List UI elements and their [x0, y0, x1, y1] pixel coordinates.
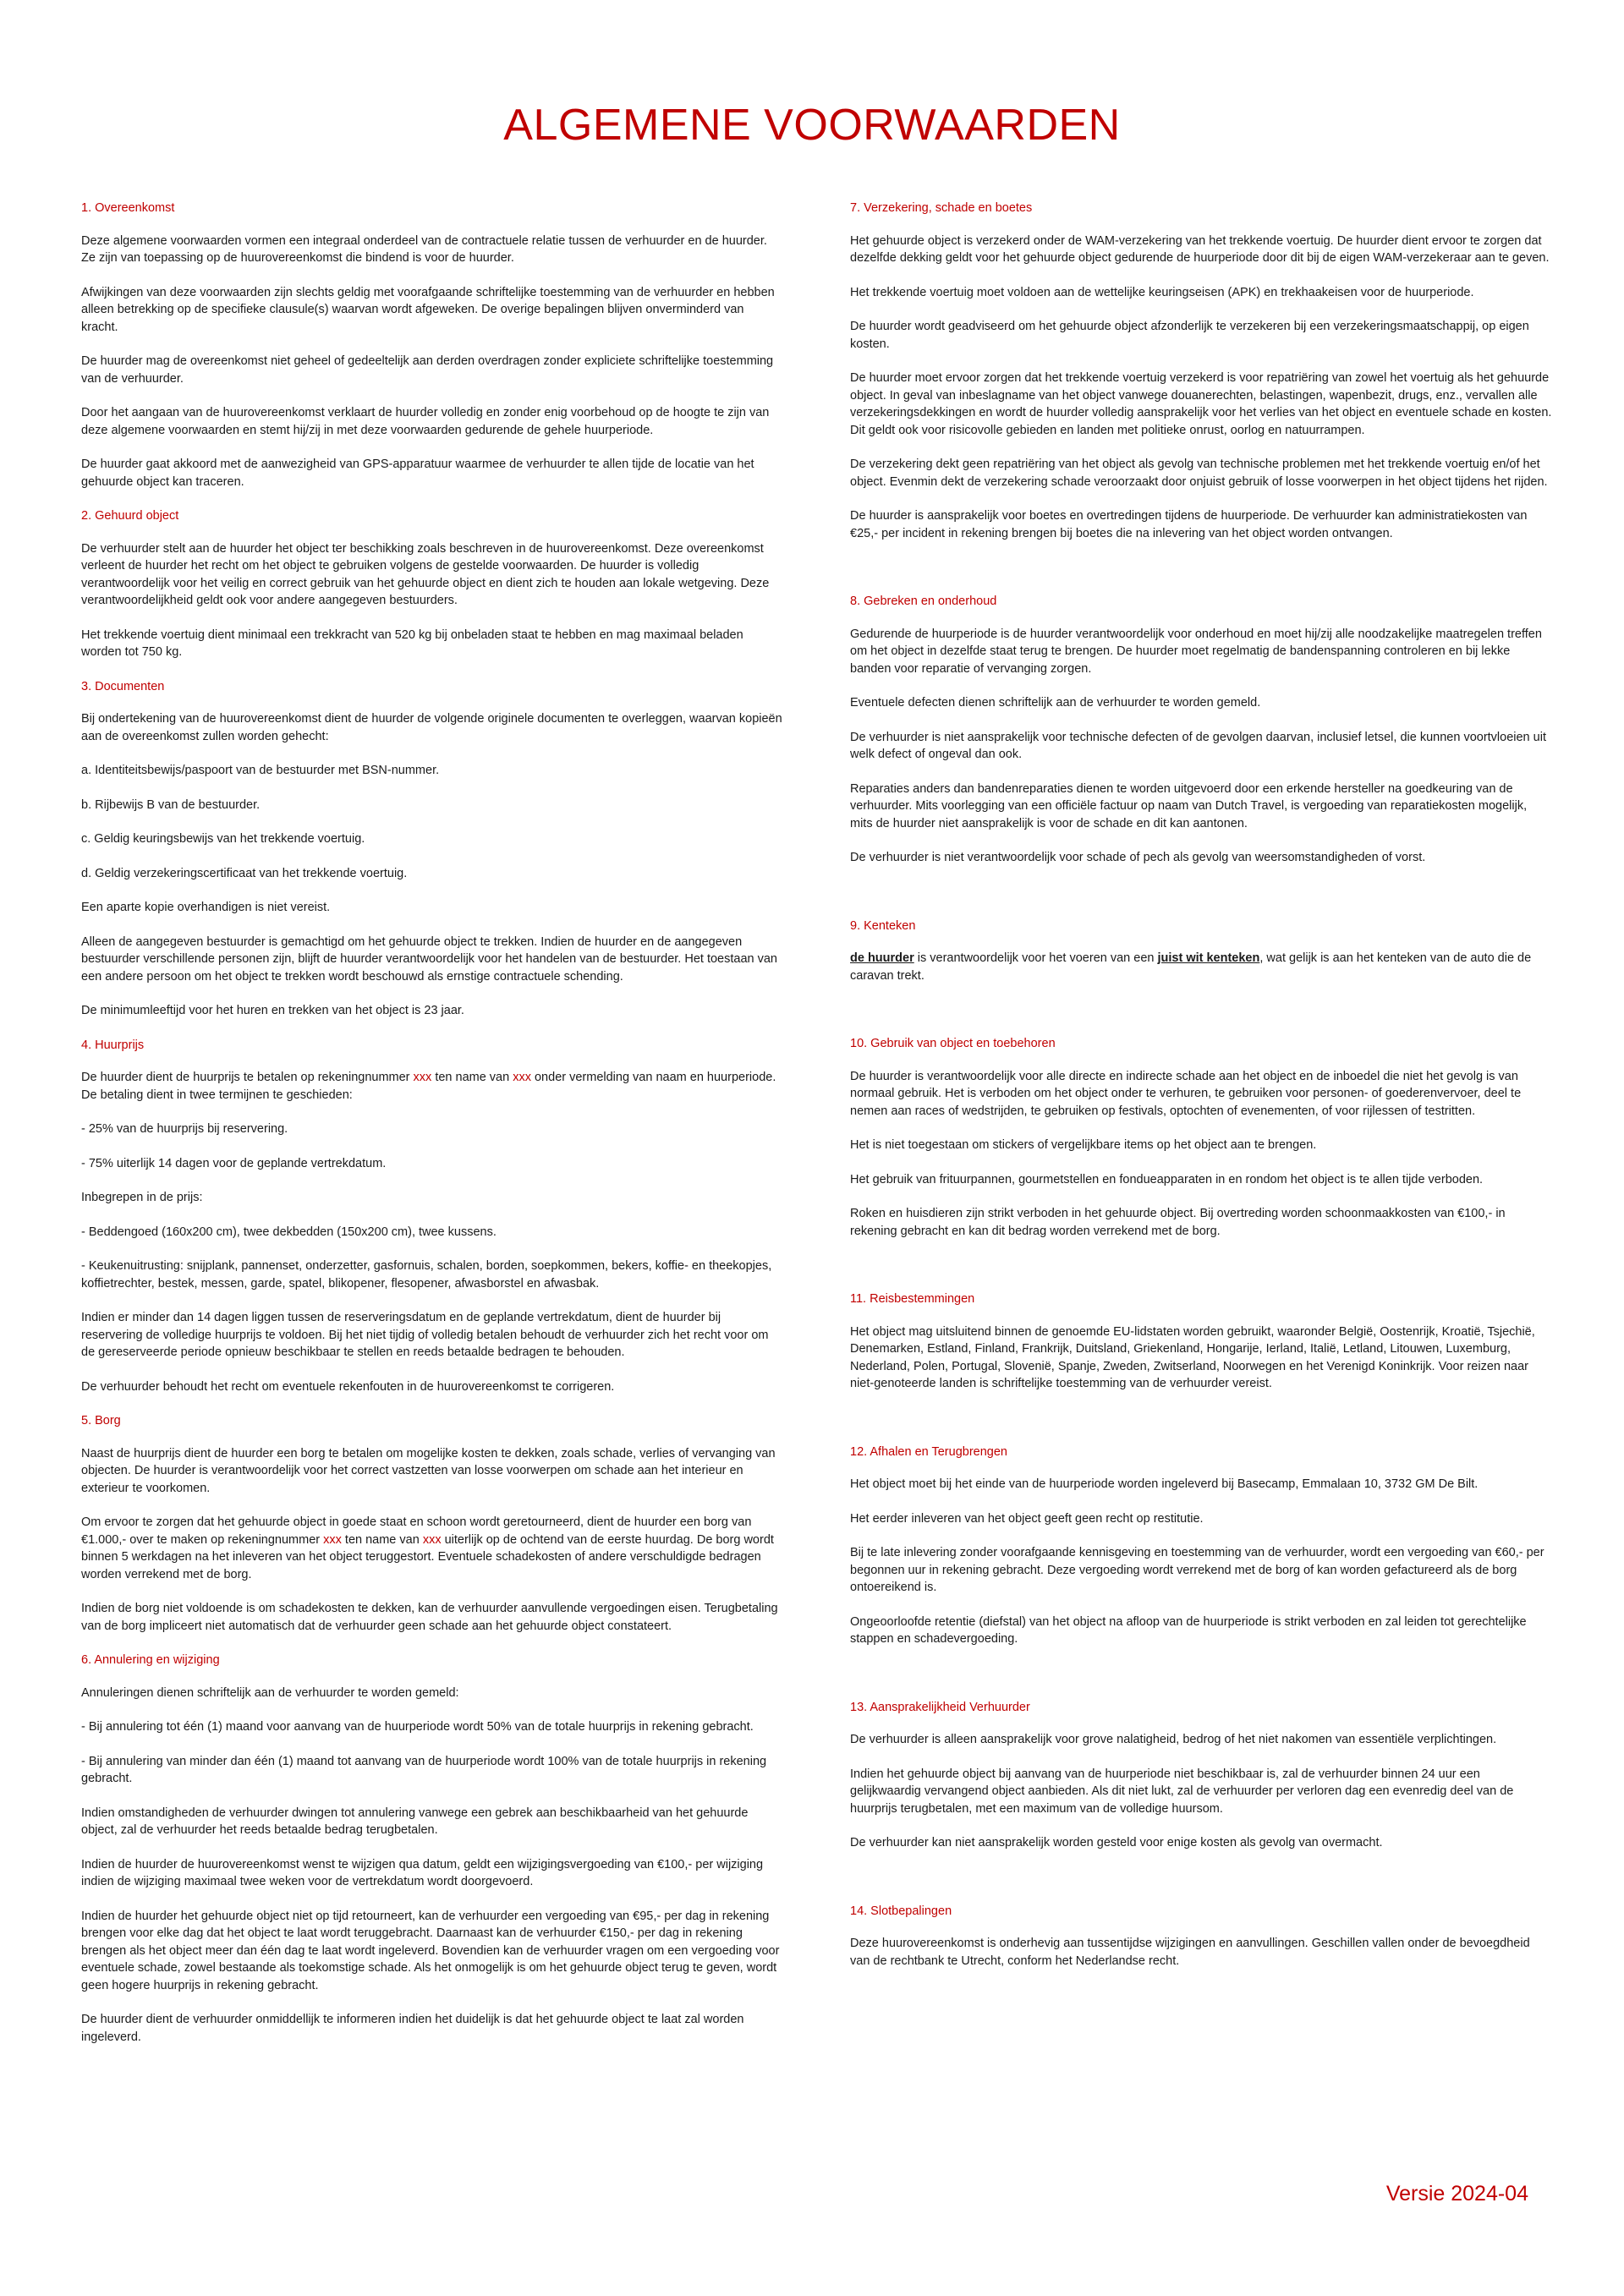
paragraph: Annuleringen dienen schriftelijk aan de verhuurder te worden gemeld: [81, 1685, 459, 1700]
list-item: - Beddengoed (160x200 cm), twee dekbedden (150x200 cm), twee kussens. [81, 1225, 497, 1239]
paragraph: De huurder dient de huurprijs te betalen op rekeningnummer xxx ten name van xxx onder vermelding van naam en huurperiode. De betaling dient in twee termijnen te geschieden: [81, 1071, 776, 1102]
section-heading-reisbestemmingen: 11. Reisbestemmingen [850, 1292, 975, 1306]
paragraph: De minimumleeftijd voor het huren en trekken van het object is 23 jaar. [81, 1004, 464, 1017]
paragraph: Roken en huisdieren zijn strikt verboden in het gehuurde object. Bij overtreding worden schoonmaakkosten van €100,- in rekening gebracht en kan dit bedrag worden verrekend met de borg. [850, 1207, 1506, 1238]
paragraph: Gedurende de huurperiode is de huurder verantwoordelijk voor onderhoud en moet hij/zij alle noodzakelijke maatregelen treffen om het object in dezelfde staat terug te brengen. De huurder moet regelmatig de bandenspanning controleren en bij lekke banden voor reparatie of vervanging zorgen. [850, 627, 1542, 676]
paragraph: Naast de huurprijs dient de huurder een borg te betalen om mogelijke kosten te dekken, zoals schade, verlies of vervanging van objecten. De huurder is verantwoordelijk voor het correct vastzetten van losse voorwerpen om schade aan het interieur en exterieur te voorkomen. [81, 1446, 776, 1495]
paragraph: De huurder is aansprakelijk voor boetes en overtredingen tijdens de huurperiode. De verhuurder kan administratiekosten van €25,- per incident in rekening brengen bij boetes die na inlevering van het object worden ontvangen. [850, 509, 1528, 540]
section-heading-aansprakelijkheid: 13. Aansprakelijkheid Verhuurder [850, 1700, 1030, 1714]
page-title: ALGEMENE VOORWAARDEN [503, 101, 1121, 150]
section-heading-gebreken: 8. Gebreken en onderhoud [850, 595, 997, 608]
paragraph: Indien de huurder het gehuurde object niet op tijd retourneert, kan de verhuurder een vergoeding van €95,- per dag in rekening brengen voor elke dag dat het object te laat wordt teruggebracht. Daarnaast kan de verhuurder €150,- per dag in rekening brengen als het object meer dan één dag te laat wordt ingeleverd. Bovendien kan de verhuurder vragen om een vergoeding voor eventuele schade, zowel bestaande als toekomstige schade. Als het onmogelijk is om het gehuurde object terug te geven, wordt geen hogere huurprijs in rekening gebracht. [81, 1909, 780, 1992]
paragraph: De verzekering dekt geen repatriëring van het object als gevolg van technische problemen met het trekkende voertuig en/of het object. Evenmin dekt de verzekering schade veroorzaakt door onjuist gebruik of losse voorwerpen in het object tijdens het rijden. [850, 458, 1548, 489]
paragraph: Het eerder inleveren van het object geeft geen recht op restitutie. [850, 1511, 1204, 1526]
paragraph: Inbegrepen in de prijs: [81, 1191, 203, 1204]
paragraph: Het trekkende voertuig dient minimaal een trekkracht van 520 kg bij onbeladen staat te hebben en mag maximaal beladen worden tot 750 kg. [81, 627, 743, 659]
paragraph: Eventuele defecten dienen schriftelijk aan de verhuurder te worden gemeld. [850, 696, 1261, 710]
paragraph: Reparaties anders dan bandenreparaties dienen te worden uitgevoerd door een erkende hersteller na goedkeuring van de verhuurder. Mits voorlegging van een officiële factuur op naam van Dutch Travel, is vergoeding van reparatiekosten mogelijk, mits de huurder niet aansprakelijk is voor de schade en dit kan aantonen. [850, 781, 1528, 830]
paragraph: Indien de huurder de huurovereenkomst wenst te wijzigen qua datum, geldt een wijzigingsvergoeding van €100,- per wijziging indien de wijziging maximaal twee weken voor de vertrekdatum wordt doorgevoerd. [81, 1857, 764, 1888]
paragraph: De huurder mag de overeenkomst niet geheel of gedeeltelijk aan derden overdragen zonder expliciete schriftelijke toestemming van de verhuurder. [81, 354, 774, 386]
paragraph: De verhuurder behoudt het recht om eventuele rekenfouten in de huurovereenkomst te corrigeren. [81, 1379, 615, 1394]
paragraph: Het gebruik van frituurpannen, gourmetstellen en fondueapparaten in en rondom het object is te allen tijde verboden. [850, 1172, 1484, 1186]
paragraph: De verhuurder kan niet aansprakelijk worden gesteld voor enige kosten als gevolg van overmacht. [850, 1836, 1383, 1849]
left-column [81, 200, 783, 2063]
placeholder-name: xxx [513, 1071, 531, 1084]
paragraph: Deze algemene voorwaarden vormen een integraal onderdeel van de contractuele relatie tussen de verhuurder en de huurder. Ze zijn van toepassing op de huurovereenkomst die bindend is voor de huurder. [81, 233, 767, 265]
paragraph: Bij ondertekening van de huurovereenkomst dient de huurder de volgende originele documenten te overleggen, waarvan kopieën aan de overeenkomst zullen worden gehecht: [81, 712, 782, 743]
section-heading-slotbepalingen: 14. Slotbepalingen [850, 1904, 952, 1918]
paragraph: De huurder dient de verhuurder onmiddellijk te informeren indien het duidelijk is dat het gehuurde object te laat zal worden ingeleverd. [81, 2013, 744, 2044]
section-heading-borg: 5. Borg [81, 1414, 121, 1427]
list-item: d. Geldig verzekeringscertificaat van het trekkende voertuig. [81, 866, 408, 880]
list-item: - 75% uiterlijk 14 dagen voor de geplande vertrekdatum. [81, 1156, 387, 1170]
list-item: b. Rijbewijs B van de bestuurder. [81, 797, 261, 812]
paragraph: Indien het gehuurde object bij aanvang van de huurperiode niet beschikbaar is, zal de verhuurder binnen 24 uur een gelijkwaardig vervangend object aanbieden. Als dit niet lukt, zal de verhuurder per verloren dag een evenredig deel van de huurprijs terugbetalen, met een maximum van de volledige huursom. [850, 1767, 1514, 1816]
paragraph: Alleen de aangegeven bestuurder is gemachtigd om het gehuurde object te trekken. Indien de huurder en de aangegeven bestuurder verschillende personen zijn, blijft de huurder verantwoordelijk voor het handelen van de bestuurder. Het toestaan van een andere persoon om het object te trekken wordt beschouwd als ernstige contractuele schending. [81, 934, 777, 984]
paragraph: Het object moet bij het einde van de huurperiode worden ingeleverd bij Basecamp, Emmalaan 10, 3732 GM De Bilt. [850, 1477, 1479, 1491]
paragraph: De verhuurder is alleen aansprakelijk voor grove nalatigheid, bedrog of het niet nakomen van essentiële verplichtingen. [850, 1733, 1497, 1746]
paragraph: De verhuurder stelt aan de huurder het object ter beschikking zoals beschreven in de huurovereenkomst. Deze overeenkomst verleent de huurder het recht om het object te gebruiken volgens de gestelde voorwaarden. De huurder is volledig verantwoordelijk voor het veilig en correct gebruik van het gehuurde object en dient zich te houden aan lokale wetgeving. Deze verantwoordelijkheid geldt ook voor andere aangegeven bestuurders. [81, 541, 770, 607]
paragraph: Afwijkingen van deze voorwaarden zijn slechts geldig met voorafgaande schriftelijke toestemming van de verhuurder en hebben alleen betrekking op de specifieke clausule(s) waarvan wordt afgeweken. De overige bepalingen blijven onverminderd van kracht. [81, 285, 775, 334]
section-heading-annulering: 6. Annulering en wijziging [81, 1653, 220, 1667]
paragraph: Het trekkende voertuig moet voldoen aan de wettelijke keuringseisen (APK) en trekhaakeisen voor de huurperiode. [850, 285, 1474, 299]
paragraph: De huurder wordt geadviseerd om het gehuurde object afzonderlijk te verzekeren bij een verzekeringsmaatschappij, op eigen kosten. [850, 320, 1529, 351]
list-item: c. Geldig keuringsbewijs van het trekkende voertuig. [81, 832, 365, 846]
paragraph: de huurder is verantwoordelijk voor het voeren van een juist wit kenteken, wat gelijk is aan het kenteken van de auto die de caravan trekt. [850, 951, 1532, 983]
paragraph: De verhuurder is niet verantwoordelijk voor schade of pech als gevolg van weersomstandigheden of vorst. [850, 851, 1426, 864]
section-heading-kenteken: 9. Kenteken [850, 918, 916, 933]
list-item: - Bij annulering van minder dan één (1) maand tot aanvang van de huurperiode wordt 100% van de totale huurprijs in rekening gebracht. [81, 1754, 767, 1785]
version-label: Versie 2024-04 [1385, 2182, 1528, 2206]
paragraph: Het object mag uitsluitend binnen de genoemde EU-lidstaten worden gebruikt, waaronder België, Oostenrijk, Kroatië, Tsjechië, Denemarken, Estland, Finland, Frankrijk, Duitsland, Griekenland, Hongarije, Ierland, Italië, Letland, Litouwen, Luxemburg, Nederland, Polen, Portugal, Slovenië, Spanje, Zweden, Zwitserland, Noorwegen en het Verenigd Koninkrijk. Voor reizen naar niet-genoteerde landen is schriftelijke toestemming van de verhuurder vereist. [850, 1324, 1535, 1390]
paragraph: De verhuurder is niet aansprakelijk voor technische defecten of de gevolgen daarvan, inclusief letsel, die kunnen voortvloeien uit welk defect of ongeval dan ook. [850, 730, 1546, 761]
paragraph: De huurder is verantwoordelijk voor alle directe en indirecte schade aan het object en de inboedel die niet het gevolg is van normaal gebruik. Het is verboden om het object onder te verhuren, te gebruiken voor personen- of goederenvervoer, deel te nemen aan races of wedstrijden, te gebruiken op festivals, optochten of evenementen, of voor rijlessen of testritten. [850, 1069, 1522, 1118]
section-heading-afhalen: 12. Afhalen en Terugbrengen [850, 1444, 1007, 1459]
paragraph: Indien omstandigheden de verhuurder dwingen tot annulering vanwege een gebrek aan beschikbaarheid van het gehuurde object, zal de verhuurder het reeds betaalde bedrag terugbetalen. [81, 1806, 749, 1837]
placeholder-name: xxx [422, 1532, 442, 1547]
paragraph: Om ervoor te zorgen dat het gehuurde object in goede staat en schoon wordt geretourneerd, dient de huurder een borg van €1.000,- over te maken op rekeningnummer xxx ten name van xxx uiterlijk op de ochtend van de eerste huurdag. De borg wordt binnen 5 werkdagen na het inleveren van het object teruggestort. Eventuele schadekosten of andere verschuldigde bedragen worden verrekend met de borg. [81, 1515, 774, 1581]
paragraph: Een aparte kopie overhandigen is niet vereist. [81, 901, 331, 914]
section-heading-overeenkomst: 1. Overeenkomst [81, 201, 175, 215]
section-heading-gehuurd-object: 2. Gehuurd object [81, 509, 179, 523]
placeholder-account: xxx [413, 1071, 432, 1084]
section-heading-verzekering: 7. Verzekering, schade en boetes [850, 201, 1033, 215]
section-heading-documenten: 3. Documenten [81, 679, 165, 693]
paragraph: Ongeoorloofde retentie (diefstal) van het object na afloop van de huurperiode is strikt verboden en zal leiden tot gerechtelijke stappen en schadevergoeding. [850, 1614, 1527, 1646]
right-column [850, 200, 1552, 1986]
paragraph: De huurder moet ervoor zorgen dat het trekkende voertuig verzekerd is voor repatriëring van zowel het voertuig als het gehuurde object. In geval van inbeslagname van het object vanwege douanerechten, belastingen, wapenbezit, drugs, enz., vervallen alle verzekeringsdekkingen en wordt de huurder volledig aansprakelijk voor het verlies van het object en eventuele schade en kosten. Dit geldt ook voor risicovolle gebieden en landen met politieke onrust, oorlog en natuurrampen. [850, 371, 1552, 437]
section-heading-huurprijs: 4. Huurprijs [81, 1038, 145, 1052]
paragraph: Indien er minder dan 14 dagen liggen tussen de reserveringsdatum en de geplande vertrekdatum, dient de huurder bij reservering de volledige huurprijs te voldoen. Bij het niet tijdig of volledig betalen behoudt de verhuurder zich het recht voor om de gereserveerde periode opnieuw beschikbaar te stellen en reeds betaalde bedragen te behouden. [81, 1311, 769, 1359]
list-item: - Bij annulering tot één (1) maand voor aanvang van de huurperiode wordt 50% van de totale huurprijs in rekening gebracht. [81, 1720, 754, 1734]
paragraph: De huurder gaat akkoord met de aanwezigheid van GPS-apparatuur waarmee de verhuurder te allen tijde de locatie van het gehuurde object kan traceren. [81, 458, 754, 489]
list-item: - Keukenuitrusting: snijplank, pannenset, onderzetter, gasfornuis, schalen, borden, soepkommen, bekers, koffie- en theekopjes, koffietrechter, bestek, messen, garde, spatel, blikopener, flesopener, afwasborstel en afwasbak. [81, 1259, 772, 1290]
list-item: - 25% van de huurprijs bij reservering. [81, 1122, 288, 1136]
paragraph: Deze huurovereenkomst is onderhevig aan tussentijdse wijzigingen en aanvullingen. Geschillen vallen onder de bevoegdheid van de rechtbank te Utrecht, conform het Nederlandse recht. [850, 1937, 1530, 1968]
section-heading-gebruik: 10. Gebruik van object en toebehoren [850, 1037, 1056, 1050]
placeholder-account: xxx [323, 1532, 342, 1547]
paragraph: Het gehuurde object is verzekerd onder de WAM-verzekering van het trekkende voertuig. De huurder dient ervoor te zorgen dat dezelfde dekking geldt voor het gehuurde object gedurende de huurperiode door dit bij de eigen WAM-verzekeraar aan te geven. [850, 233, 1550, 265]
list-item: a. Identiteitsbewijs/paspoort van de bestuurder met BSN-nummer. [81, 764, 440, 777]
paragraph: Het is niet toegestaan om stickers of vergelijkbare items op het object aan te brengen. [850, 1138, 1317, 1152]
paragraph: Indien de borg niet voldoende is om schadekosten te dekken, kan de verhuurder aanvullende vergoedingen eisen. Terugbetaling van de borg impliceert niet automatisch dat de verhuurder geen schade aan het gehuurde object constateert. [81, 1602, 778, 1633]
paragraph: Door het aangaan van de huurovereenkomst verklaart de huurder volledig en zonder enig voorbehoud op de hoogte te zijn van deze algemene voorwaarden en stemt hij/zij in met deze voorwaarden gedurende de gehele huurperiode. [81, 406, 770, 437]
paragraph: Bij te late inlevering zonder voorafgaande kennisgeving en toestemming van de verhuurder, wordt een vergoeding van €60,- per begonnen uur in rekening gebracht. Deze vergoeding wordt verrekend met de borg of kan worden gefactureerd als de borg ontoereikend is. [850, 1546, 1544, 1594]
